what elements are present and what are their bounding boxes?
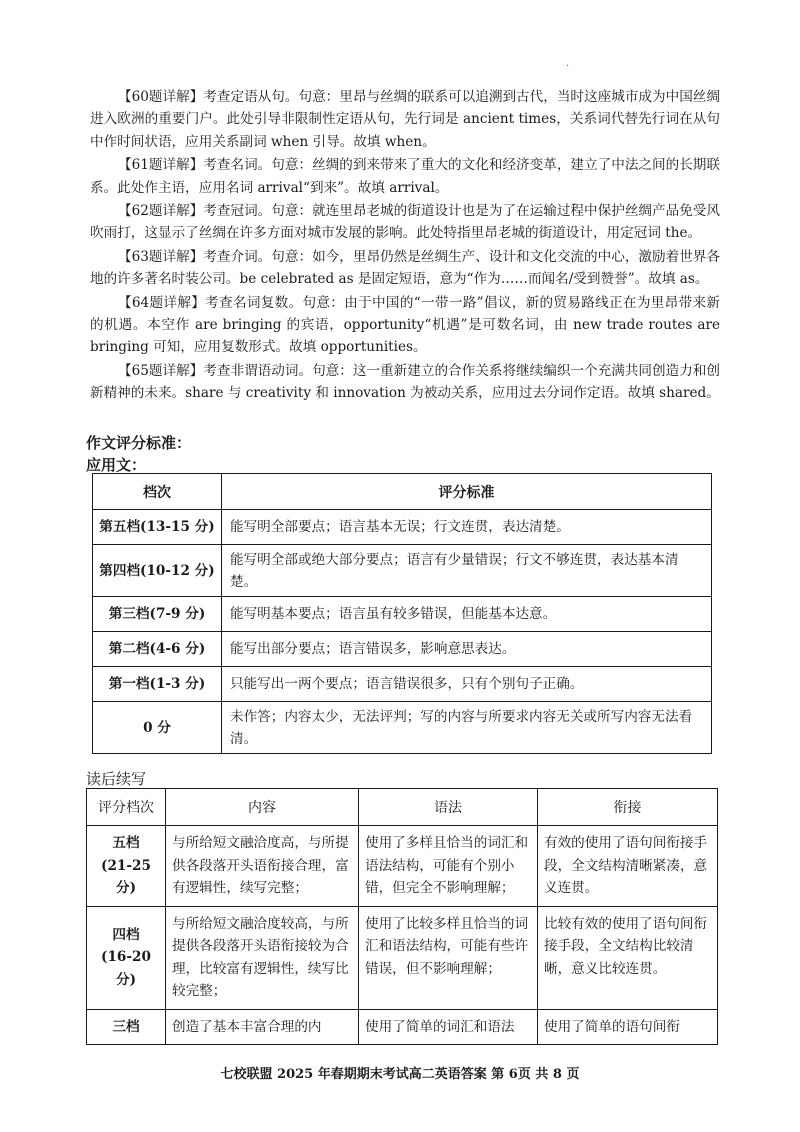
criteria-cell: 未作答；内容太少，无法评判；写的内容与所要求内容无关或所写内容无法看清。 <box>222 702 712 754</box>
continuation-writing-table <box>86 788 718 1045</box>
level-cell: 第五档(13-15 分) <box>93 510 222 545</box>
writing-criteria-heading: 作文评分标准： <box>86 434 192 452</box>
level-name: 四档 <box>112 926 140 943</box>
column-header-cohesion: 衔接 <box>538 789 718 826</box>
cohesion-cell: 使用了简单的语句间衔 <box>538 1009 718 1045</box>
cohesion-cell: 比较有效的使用了语句间衔接手段，全文结构比较清晰，意义比较连贯。 <box>538 906 718 1009</box>
grammar-cell: 使用了多样且恰当的词汇和语法结构，可能有个别小错，但完全不影响理解； <box>359 826 538 907</box>
table-row <box>93 632 712 667</box>
content-cell: 与所给短文融洽度较高，与所提供各段落开头语衔接较为合理，比较富有逻辑性，续写比较完整； <box>166 906 359 1009</box>
scan-dot: . <box>566 58 570 69</box>
explanation-63: 【63题详解】考查介词。句意：如今，里昂仍然是丝绸生产、设计和文化交流的中心，激励着世界各地的许多著名时装公司。be celebrated as 是固定短语，意为“作为……而闻名/受到赞誉”。故填 as。 <box>90 248 720 288</box>
explanation-61: 【61题详解】考查名词。句意：丝绸的到来带来了重大的文化和经济变革，建立了中法之间的长期联系。此处作主语，应用名词 arrival“到来”。故填 arrival。 <box>90 157 720 196</box>
page-footer: 七校联盟 2025 年春期期末考试高二英语答案 第 6页 共 8 页 <box>220 1067 580 1082</box>
column-header-content: 内容 <box>166 789 359 826</box>
table-row <box>93 545 712 597</box>
practical-writing-table <box>92 473 712 754</box>
level-cell <box>87 906 166 1009</box>
level-cell <box>87 1009 166 1045</box>
table-row <box>87 826 718 907</box>
table-row <box>87 1009 718 1045</box>
criteria-cell: 能写明基本要点；语言虽有较多错误，但能基本达意。 <box>222 597 712 632</box>
column-header-grammar: 语法 <box>359 789 538 826</box>
level-range: (16-20 分) <box>101 949 151 988</box>
column-header-criteria: 评分标准 <box>222 474 712 510</box>
level-cell: 第四档(10-12 分) <box>93 545 222 597</box>
content-cell: 与所给短文融洽度高，与所提供各段落开头语衔接合理，富有逻辑性，续写完整； <box>166 826 359 907</box>
level-name: 三档 <box>112 1018 140 1035</box>
question-explanations <box>90 86 720 406</box>
level-cell: 0 分 <box>93 702 222 754</box>
level-cell: 第一档(1-3 分) <box>93 667 222 702</box>
criteria-cell: 只能写出一两个要点；语言错误很多，只有个别句子正确。 <box>222 667 712 702</box>
level-cell <box>87 826 166 907</box>
explanation-62: 【62题详解】考查冠词。句意：就连里昂老城的街道设计也是为了在运输过程中保护丝绸产品免受风吹雨打，这显示了丝绸在许多方面对城市发展的影响。此处特指里昂老城的街道设计，用定冠词 the。 <box>90 203 720 242</box>
criteria-cell: 能写出部分要点；语言错误多，影响意思表达。 <box>222 632 712 667</box>
level-cell: 第二档(4-6 分) <box>93 632 222 667</box>
level-range: (21-25 分) <box>101 857 151 896</box>
level-name: 五档 <box>112 835 140 851</box>
continuation-writing-heading: 读后续写 <box>86 770 147 788</box>
level-cell: 第三档(7-9 分) <box>93 597 222 632</box>
criteria-cell: 能写明全部要点；语言基本无误；行文连贯，表达清楚。 <box>222 510 712 545</box>
table-header-row <box>93 474 712 510</box>
column-header-level: 评分档次 <box>87 789 166 826</box>
explanation-60: 【60题详解】考查定语从句。句意：里昂与丝绸的联系可以追溯到古代，当时这座城市成为中国丝绸进入欧洲的重要门户。此处引导非限制性定语从句，先行词是 ancient times，关系词代替先行词在从句中作时间状语，应用关系副词 when 引导。故填 when。 <box>90 89 720 150</box>
practical-writing-heading: 应用文： <box>86 456 147 474</box>
explanation-65: 【65题详解】考查非谓语动词。句意：这一重新建立的合作关系将继续编织一个充满共同创造力和创新精神的未来。share 与 creativity 和 innovation 为被动关系，应用过去分词作定语。故填 shared。 <box>90 362 720 402</box>
table-row <box>93 667 712 702</box>
table-header-row <box>87 789 718 826</box>
table-row <box>87 906 718 1009</box>
grammar-cell: 使用了比较多样且恰当的词汇和语法结构，可能有些许错误，但不影响理解； <box>359 906 538 1009</box>
column-header-level: 档次 <box>93 474 222 510</box>
table-row <box>93 510 712 545</box>
content-cell: 创造了基本丰富合理的内 <box>166 1009 359 1045</box>
table-row <box>93 597 712 632</box>
explanation-64: 【64题详解】考查名词复数。句意：由于中国的“一带一路”倡议，新的贸易路线正在为里昂带来新的机遇。本空作 are bringing 的宾语，opportunity“机遇”是可数名词，由 new trade routes are bringing 可知，应用复数形式。故填 opportunities。 <box>90 294 720 356</box>
criteria-cell: 能写明全部或绝大部分要点；语言有少量错误；行文不够连贯，表达基本清楚。 <box>222 545 712 597</box>
table-row <box>93 702 712 754</box>
grammar-cell: 使用了简单的词汇和语法 <box>359 1009 538 1045</box>
cohesion-cell: 有效的使用了语句间衔接手段，全文结构清晰紧凑，意义连贯。 <box>538 826 718 907</box>
